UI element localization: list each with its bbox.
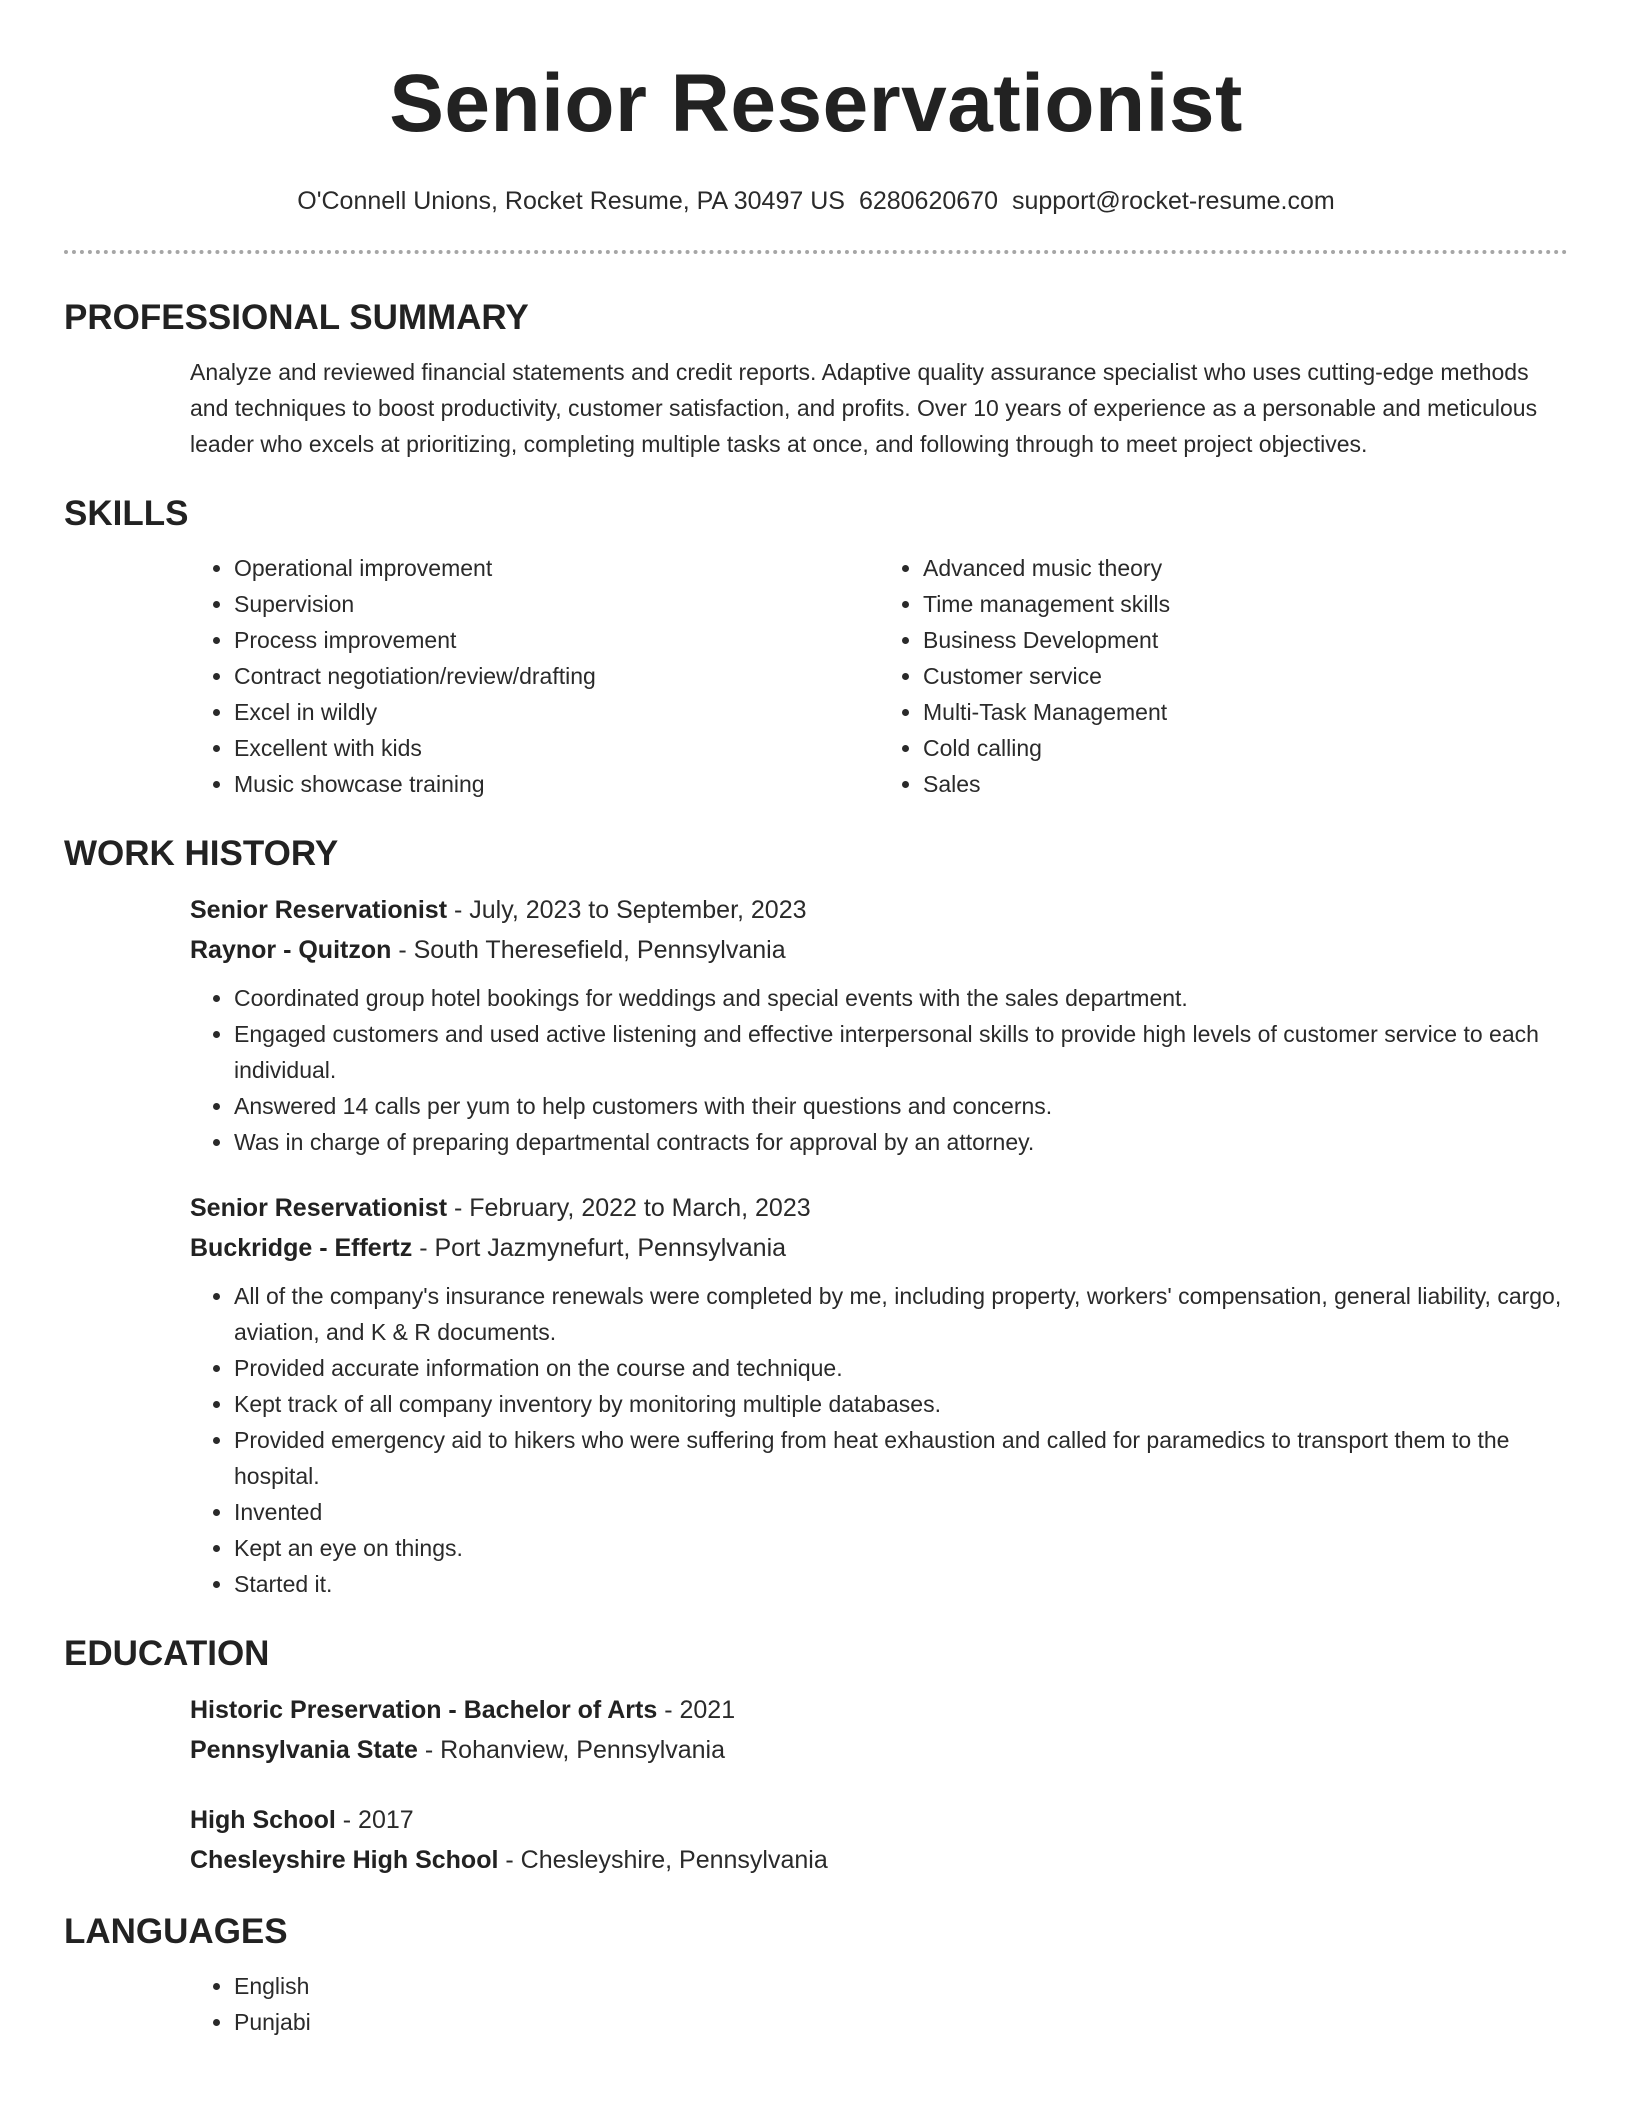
job-bullet: • Provided emergency aid to hikers who were suffering from heat exhaustion and called for paramedics to transport them to the hospital. bbox=[234, 1422, 1568, 1494]
job-bullet: • Provided accurate information on the course and technique. bbox=[234, 1350, 1568, 1386]
education-degree-line bbox=[190, 1800, 1568, 1840]
skills-list-left bbox=[190, 550, 879, 802]
skill-item: • Sales bbox=[923, 766, 1568, 802]
skill-item: • Cold calling bbox=[923, 730, 1568, 766]
languages-list bbox=[190, 1968, 1568, 2040]
skill-item: • Operational improvement bbox=[234, 550, 879, 586]
job-dates: - February, 2022 to March, 2023 bbox=[447, 1194, 811, 1222]
summary-section bbox=[190, 354, 1568, 462]
skill-item: • Advanced music theory bbox=[923, 550, 1568, 586]
work-section bbox=[190, 890, 1568, 1602]
job-bullet: • Invented bbox=[234, 1494, 1568, 1530]
job-bullet: • Answered 14 calls per yum to help customers with their questions and concerns. bbox=[234, 1088, 1568, 1124]
skill-item: • Business Development bbox=[923, 622, 1568, 658]
job-company-line bbox=[190, 1228, 1568, 1268]
skill-item: • Excellent with kids bbox=[234, 730, 879, 766]
language-item: • Punjabi bbox=[234, 2004, 1568, 2040]
contact-phone: 6280620670 bbox=[858, 187, 998, 215]
skill-item: • Contract negotiation/review/drafting bbox=[234, 658, 879, 694]
section-title-skills: SKILLS bbox=[64, 494, 189, 533]
section-title-summary: PROFESSIONAL SUMMARY bbox=[64, 298, 529, 337]
skill-item: • Supervision bbox=[234, 586, 879, 622]
job-role: Senior Reservationist bbox=[190, 1194, 448, 1222]
skill-item: • Excel in wildly bbox=[234, 694, 879, 730]
education-school: Pennsylvania State bbox=[190, 1736, 418, 1764]
contact-address: O'Connell Unions, Rocket Resume, PA 30497 US bbox=[297, 187, 845, 215]
education-school-line bbox=[190, 1840, 1568, 1880]
languages-section bbox=[190, 1968, 1568, 2040]
education-school: Chesleyshire High School bbox=[190, 1846, 499, 1874]
job-bullets bbox=[190, 1278, 1568, 1602]
job-role: Senior Reservationist bbox=[190, 896, 448, 924]
skills-list-right bbox=[879, 550, 1568, 802]
job-bullets bbox=[190, 980, 1568, 1160]
job-bullet: • Kept track of all company inventory by monitoring multiple databases. bbox=[234, 1386, 1568, 1422]
job-entry bbox=[190, 890, 1568, 1160]
skill-item: • Time management skills bbox=[923, 586, 1568, 622]
skill-item: • Multi-Task Management bbox=[923, 694, 1568, 730]
education-year: - 2021 bbox=[657, 1696, 736, 1724]
job-title-line bbox=[190, 890, 1568, 930]
section-title-languages: LANGUAGES bbox=[64, 1912, 288, 1951]
education-year: - 2017 bbox=[335, 1806, 414, 1834]
skills-section bbox=[190, 550, 1568, 802]
job-bullet: • Started it. bbox=[234, 1566, 1568, 1602]
job-location: - South Theresefield, Pennsylvania bbox=[391, 936, 786, 964]
education-location: - Rohanview, Pennsylvania bbox=[417, 1736, 726, 1764]
education-degree-line bbox=[190, 1690, 1568, 1730]
skill-item: • Customer service bbox=[923, 658, 1568, 694]
job-company: Buckridge - Effertz bbox=[190, 1234, 413, 1262]
resume-page bbox=[64, 0, 1568, 2040]
job-bullet: • Engaged customers and used active listening and effective interpersonal skills to provide high levels of customer service to each individual. bbox=[234, 1016, 1568, 1088]
education-section bbox=[190, 1690, 1568, 1880]
job-bullet: • Coordinated group hotel bookings for weddings and special events with the sales department. bbox=[234, 980, 1568, 1016]
job-title-line bbox=[190, 1188, 1568, 1228]
skill-item: • Music showcase training bbox=[234, 766, 879, 802]
job-company: Raynor - Quitzon bbox=[190, 936, 392, 964]
education-location: - Chesleyshire, Pennsylvania bbox=[498, 1846, 828, 1874]
education-entry bbox=[190, 1690, 1568, 1770]
resume-name: Senior Reservationist bbox=[389, 58, 1243, 149]
summary-text: Analyze and reviewed financial statements and credit reports. Adaptive quality assurance specialist who uses cutting-edge methods and techniques to boost productivity, customer satisfaction, and profits. Over 10 years of experience as a personable and meticulous leader who excels at prioritizing, completing multiple tasks at once, and following through to meet project objectives. bbox=[190, 359, 1538, 457]
language-item: • English bbox=[234, 1968, 1568, 2004]
section-title-work: WORK HISTORY bbox=[64, 834, 339, 873]
job-location: - Port Jazmynefurt, Pennsylvania bbox=[412, 1234, 787, 1262]
contact-email: support@rocket-resume.com bbox=[1011, 187, 1335, 215]
education-degree: High School bbox=[190, 1806, 336, 1834]
education-degree: Historic Preservation - Bachelor of Arts bbox=[190, 1696, 658, 1724]
job-bullet: • All of the company's insurance renewals were completed by me, including property, workers' compensation, general liability, cargo, aviation, and K & R documents. bbox=[234, 1278, 1568, 1350]
skill-item: • Process improvement bbox=[234, 622, 879, 658]
job-bullet: • Kept an eye on things. bbox=[234, 1530, 1568, 1566]
job-bullet: • Was in charge of preparing departmental contracts for approval by an attorney. bbox=[234, 1124, 1568, 1160]
header-divider bbox=[64, 250, 1568, 254]
job-company-line bbox=[190, 930, 1568, 970]
job-entry bbox=[190, 1188, 1568, 1602]
job-dates: - July, 2023 to September, 2023 bbox=[447, 896, 807, 924]
section-title-education: EDUCATION bbox=[64, 1634, 270, 1673]
contact-line bbox=[64, 184, 1568, 218]
education-entry bbox=[190, 1800, 1568, 1880]
education-school-line bbox=[190, 1730, 1568, 1770]
